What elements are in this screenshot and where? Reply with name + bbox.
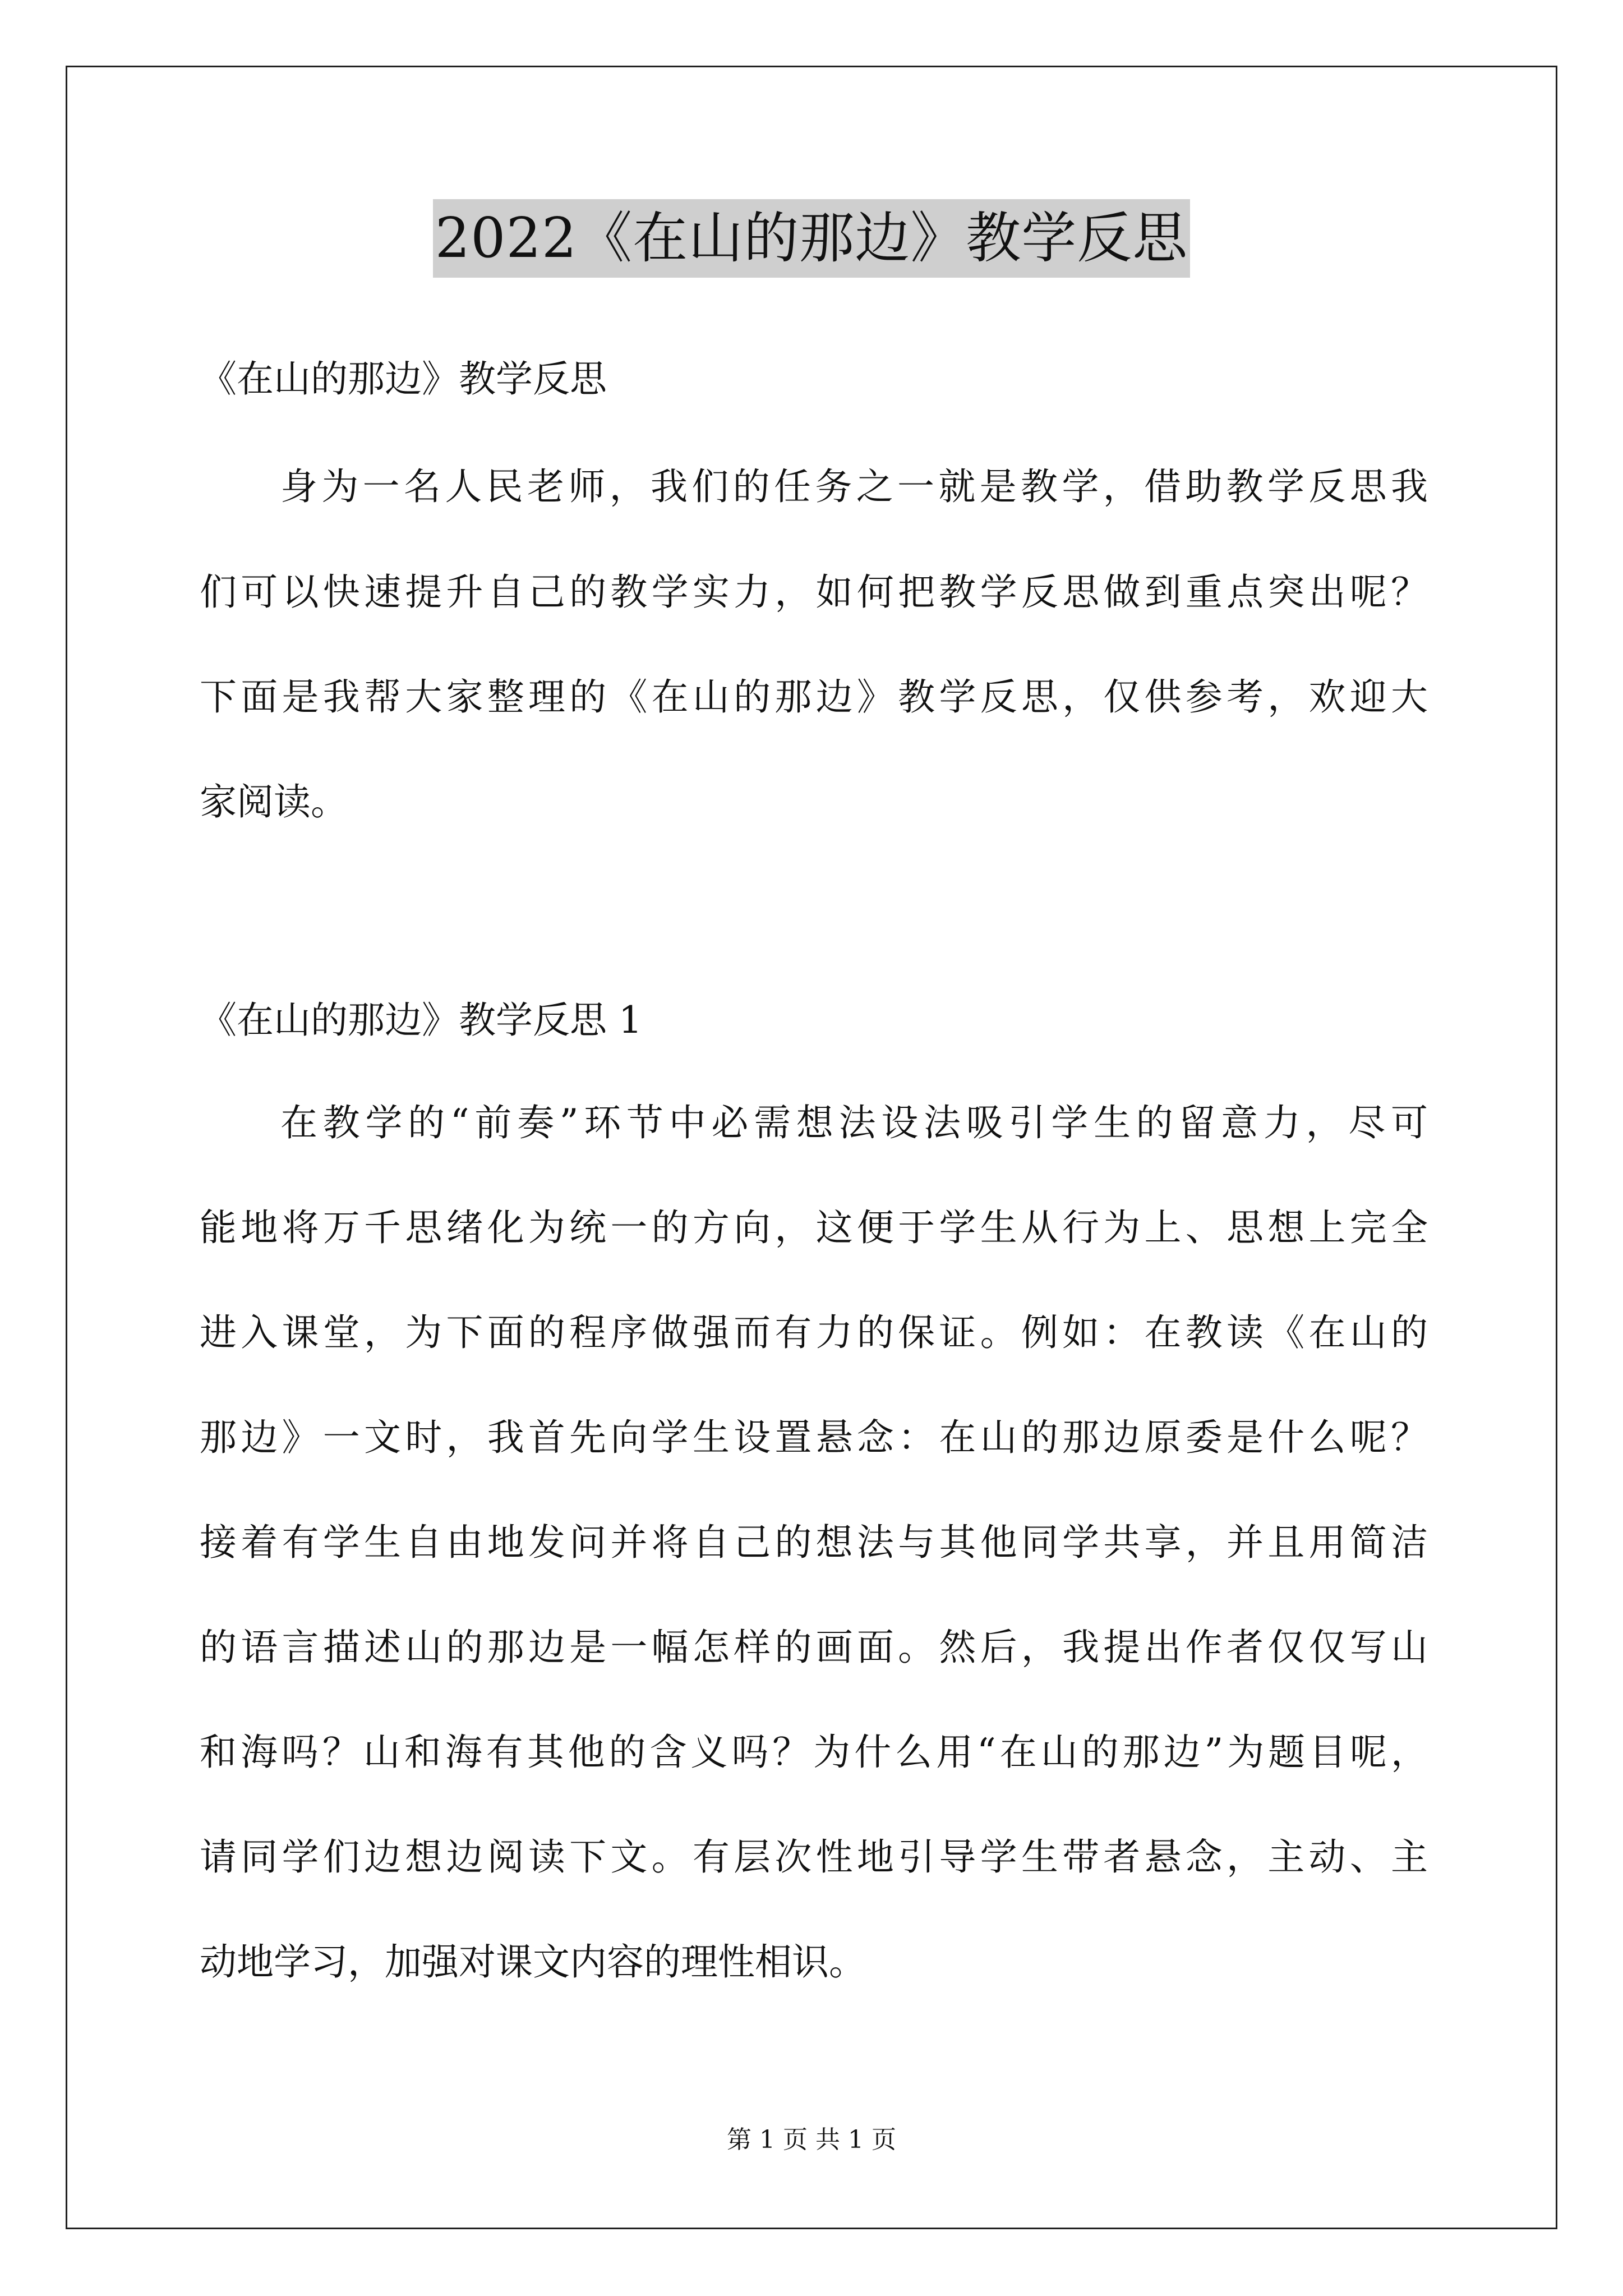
intro-line-2: 们可以快速提升自己的教学实力，如何把教学反思做到重点突出呢？: [200, 570, 1428, 614]
section1-line-7: 和海吗？山和海有其他的含义吗？为什么用“在山的那边”为题目呢，: [200, 1731, 1428, 1774]
page-footer: 第 1 页 共 1 页: [727, 2125, 896, 2154]
title-wrap: [0, 199, 1623, 278]
intro-line-3: 下面是我帮大家整理的《在山的那边》教学反思，仅供参考，欢迎大: [200, 675, 1428, 719]
section1-line-5: 接着有学生自由地发问并将自己的想法与其他同学共享，并且用简洁: [200, 1521, 1428, 1564]
intro-line-1: 身为一名人民老师，我们的任务之一就是教学，借助教学反思我: [280, 465, 1428, 508]
document-subtitle: 《在山的那边》教学反思: [200, 357, 607, 401]
section1-line-4: 那边》一文时，我首先向学生设置悬念：在山的那边原委是什么呢？: [200, 1416, 1428, 1459]
intro-line-4: 家阅读。: [200, 780, 348, 823]
section1-line-9: 动地学习，加强对课文内容的理性相识。: [200, 1940, 866, 1984]
section1-line-6: 的语言描述山的那边是一幅怎样的画面。然后，我提出作者仅仅写山: [200, 1626, 1428, 1669]
section1-line-3: 进入课堂，为下面的程序做强而有力的保证。例如：在教读《在山的: [200, 1311, 1428, 1354]
section1-line-1: 在教学的“前奏”环节中必需想法设法吸引学生的留意力，尽可: [280, 1101, 1428, 1144]
section1-line-8: 请同学们边想边阅读下文。有层次性地引导学生带者悬念，主动、主: [200, 1835, 1428, 1879]
section1-heading: 《在山的那边》教学反思 1: [200, 999, 642, 1042]
section1-line-2: 能地将万千思绪化为统一的方向，这便于学生从行为上、思想上完全: [200, 1206, 1428, 1249]
document-title: 2022《在山的那边》教学反思: [433, 199, 1190, 278]
